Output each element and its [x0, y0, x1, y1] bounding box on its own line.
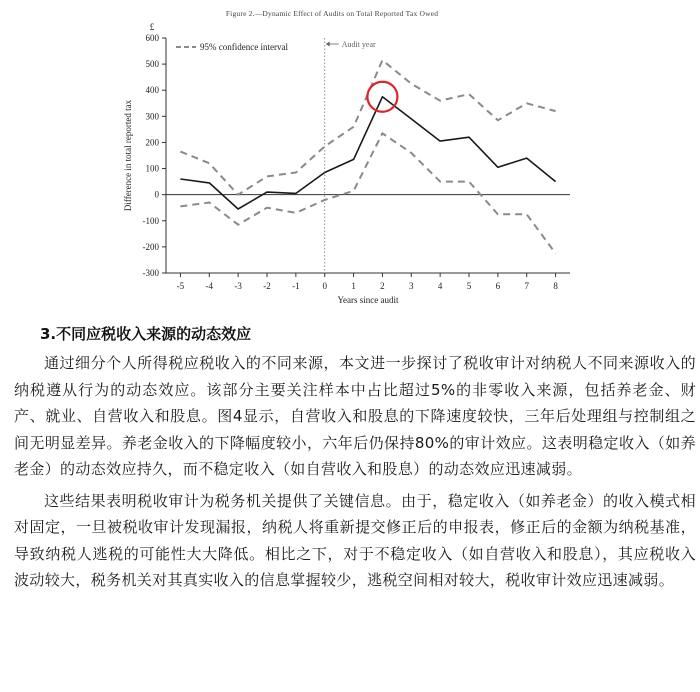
- y-tick-label: -300: [142, 268, 159, 278]
- x-tick-label: 1: [351, 281, 356, 291]
- figure-chart: [0, 0, 700, 315]
- y-tick-label: 600: [145, 33, 159, 43]
- estimate-line: [180, 97, 555, 209]
- audit-year-label: Audit year: [341, 40, 376, 49]
- chart-series: [180, 60, 555, 253]
- chart-axes: [123, 22, 570, 305]
- x-tick-label: 4: [437, 281, 443, 291]
- y-tick-label: 200: [145, 137, 159, 148]
- y-tick-label: 300: [145, 111, 159, 122]
- x-tick-label: 2: [380, 281, 385, 291]
- x-tick-label: -3: [234, 281, 242, 291]
- currency-symbol: £: [149, 22, 155, 32]
- figure: [0, 0, 700, 315]
- x-tick-label: 0: [322, 281, 327, 291]
- x-tick-label: 5: [466, 281, 472, 291]
- y-tick-label: 500: [145, 59, 159, 70]
- paragraph-2: 这些结果表明税收审计为税务机关提供了关键信息。由于，稳定收入（如养老金）的收入模式相对固定，一旦被税收审计发现漏报，纳税人将重新提交修正后的申报表，修正后的金额为纳税基准，导致纳税人逃税的可能性大大降低。相比之下，对于不稳定收入（如自营收入和股息），其应税收入波动较大，税务机关对其真实收入的信息掌握较少，逃税空间相对较大，税收审计效应迅速减弱。: [14, 491, 696, 589]
- x-tick-label: 7: [524, 281, 529, 291]
- y-tick-label: 100: [145, 163, 159, 174]
- section-heading: 3.不同应税收入来源的动态效应: [40, 325, 252, 343]
- paragraph-1: 通过细分个人所得税应税收入的不同来源，本文进一步探讨了税收审计对纳税人不同来源收入的纳税遵从行为的动态效应。该部分主要关注样本中占比超过5%的非零收入来源，包括养老金、财产、就业、自营收入和股息。图4显示，自营收入和股息的下降速度较快，三年后处理组与控制组之间无明显差异。养老金收入的下降幅度较小，六年后仍保持80%的审计效应。这表明稳定收入（如养老金）的动态效应持久，而不稳定收入（如自营收入和股息）的动态效应迅速减弱。: [14, 354, 696, 478]
- legend-label: 95% confidence interval: [200, 42, 288, 52]
- chart-annotations: [176, 38, 397, 273]
- x-tick-label: 8: [553, 281, 558, 291]
- y-tick-label: 0: [154, 189, 159, 200]
- x-tick-label: 6: [495, 281, 501, 291]
- x-tick-label: -5: [176, 281, 185, 291]
- y-tick-label: -200: [142, 241, 159, 252]
- x-tick-label: -4: [205, 281, 214, 291]
- audit-year-arrowhead: [326, 42, 330, 47]
- figure-title: Figure 2.—Dynamic Effect of Audits on Total Reported Tax Owed: [225, 9, 439, 18]
- x-tick-label: -1: [292, 281, 300, 291]
- x-tick-label: -2: [263, 281, 271, 291]
- x-axis-title: Years since audit: [337, 295, 399, 305]
- x-tick-label: 3: [409, 281, 414, 291]
- ci-lower-line: [180, 133, 555, 253]
- y-tick-label: -100: [142, 215, 159, 226]
- y-axis-title: Difference in total reported tax: [123, 99, 133, 212]
- article-body: [14, 322, 696, 594]
- y-tick-label: 400: [145, 85, 159, 96]
